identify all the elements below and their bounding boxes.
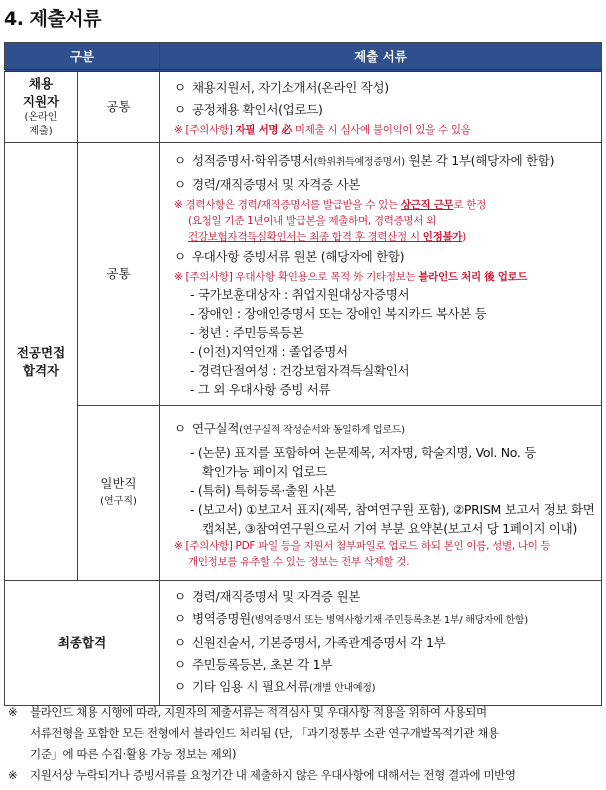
footnotes [4, 702, 602, 786]
list-item: ㅇ 병역증명원(병역증명서 또는 병역사항기재 주민등록초본 1부/ 해당자에 한함) [174, 609, 595, 630]
table-header-row [5, 43, 602, 71]
applicant-label-1: 채용 [28, 76, 54, 91]
interview-sub-common: 공통 [78, 143, 160, 406]
header-category: 구분 [5, 43, 160, 71]
category-interview [5, 143, 78, 581]
paper-line-1: - (논문) 표지를 포함하여 논문제목, 저자명, 학술지명, Vol. No. 등 [190, 444, 537, 460]
interview-label-1: 전공면접 [16, 344, 66, 360]
interview-general-documents [160, 406, 602, 581]
list-item: ㅇ 신원진술서, 기본증명서, 가족관계증명서 각 1부 [174, 633, 595, 652]
footnote-1-line-2: 서류전형을 포함한 모든 전형에서 블라인드 처리됨 (단, 「과기정통부 소관 연구개발목적기관 채용 [30, 726, 499, 740]
preference-item: - 청년 : 주민등록등본 [190, 325, 304, 340]
general-label: 일반직 [100, 476, 137, 491]
general-warning-2: 개인정보를 유추할 수 있는 정보는 전부 삭제할 것. [188, 555, 410, 568]
interview-common-documents [160, 143, 602, 406]
list-item: ㅇ 경력/재직증명서 및 자격증 원본 [174, 587, 595, 606]
paper-line-2: 확인가능 페이지 업로드 [202, 463, 328, 479]
final-documents [160, 581, 602, 706]
general-note: (연구직) [100, 496, 137, 507]
preference-note: ※ [주의사항] 우대사항 확인용으로 목적 外 기타정보는 블라인드 처리 後 업로드 [174, 271, 528, 283]
list-item: ㅇ 주민등록등본, 초본 각 1부 [174, 655, 595, 674]
career-note-3: 건강보험자격득실확인서는 최종 합격 후 경력산정 시 인정불가) [188, 231, 466, 243]
list-item: ㅇ 우대사항 증빙서류 원본 (해당자에 한함) [174, 247, 595, 266]
preference-item: - 국가보훈대상자 : 취업지원대상자증명서 [190, 287, 410, 302]
footnote-1-line-3: 기준」에 따른 수집·활용 가능 정보는 제외) [30, 747, 237, 761]
applicant-label-2: 지원자 [22, 94, 60, 109]
interview-label-2: 합격자 [22, 362, 60, 378]
documents-table [4, 42, 602, 706]
row-applicant [5, 71, 602, 143]
applicant-note-2: 제출) [29, 126, 53, 137]
interview-sub-general [78, 406, 160, 581]
row-interview-common [5, 143, 602, 406]
career-note: ※ 경력사항은 경력/재직증명서를 발급받을 수 있는 상근직 근무로 한정 [174, 199, 486, 211]
applicant-warning: ※ [주의사항] 자필 서명 必 미제출 시 심사에 불이익이 있을 수 있음 [174, 124, 471, 136]
report-line-2: 캡처본, ③참여연구원으로서 기여 부분 요약본(보고서 당 1페이지 이내) [202, 520, 578, 536]
row-final [5, 581, 602, 706]
row-interview-general [5, 406, 602, 581]
list-item: ㅇ 경력/재직증명서 및 자격증 사본 [174, 175, 595, 194]
applicant-documents [160, 71, 602, 143]
list-item: ㅇ 공정채용 확인서(업로드) [174, 100, 595, 119]
header-documents: 제출 서류 [160, 43, 602, 71]
preference-item: - 경력단절여성 : 건강보험자격득실확인서 [190, 363, 410, 378]
applicant-note-1: (온라인 [24, 112, 58, 123]
list-item: ㅇ 기타 임용 시 필요서류(개별 안내예정) [174, 677, 595, 698]
list-item: ㅇ 채용지원서, 자기소개서(온라인 작성) [174, 78, 595, 97]
career-note-2: (요청일 기준 1년이내 발급본을 제출하며, 경력증명서 외 [188, 215, 436, 227]
list-item: ㅇ 연구실적(연구실적 작성순서와 동일하게 업로드) [174, 419, 595, 440]
section-title: 4. 제출서류 [4, 8, 101, 30]
preference-item: - 그 외 우대사항 증빙 서류 [190, 382, 331, 397]
patent-line: - (특허) 특허등록·출원 사본 [190, 482, 336, 498]
footnote-1: ※ 블라인드 채용 시행에 따라, 지원자의 제출서류는 적격심사 및 우대사항 적용을 위하여 사용되며 [8, 705, 487, 719]
category-final: 최종합격 [5, 581, 160, 706]
footnote-2: ※ 지원서상 누락되거나 증빙서류를 요청기간 내 제출하지 않은 우대사항에 대해서는 전형 결과에 미반영 [8, 768, 516, 782]
applicant-sub-common: 공통 [78, 71, 160, 143]
general-warning-1: ※ [주의사항] PDF 파일 등을 지원서 첨부파일로 업로드 하되 본인 이름, 성별, 나이 등 [174, 539, 551, 552]
preference-item: - (이전)지역인재 : 졸업증명서 [190, 344, 348, 359]
report-line-1: - (보고서) ①보고서 표지(제목, 참여연구원 포함), ②PRISM 보고서 정보 화면 [190, 501, 595, 517]
list-item: ㅇ 성적증명서·학위증명서(학위취득예정증명서) 원본 각 1부(해당자에 한함) [174, 151, 595, 172]
preference-item: - 장애인 : 장애인증명서 또는 장애인 복지카드 복사본 등 [190, 306, 487, 321]
category-applicant [5, 71, 78, 143]
